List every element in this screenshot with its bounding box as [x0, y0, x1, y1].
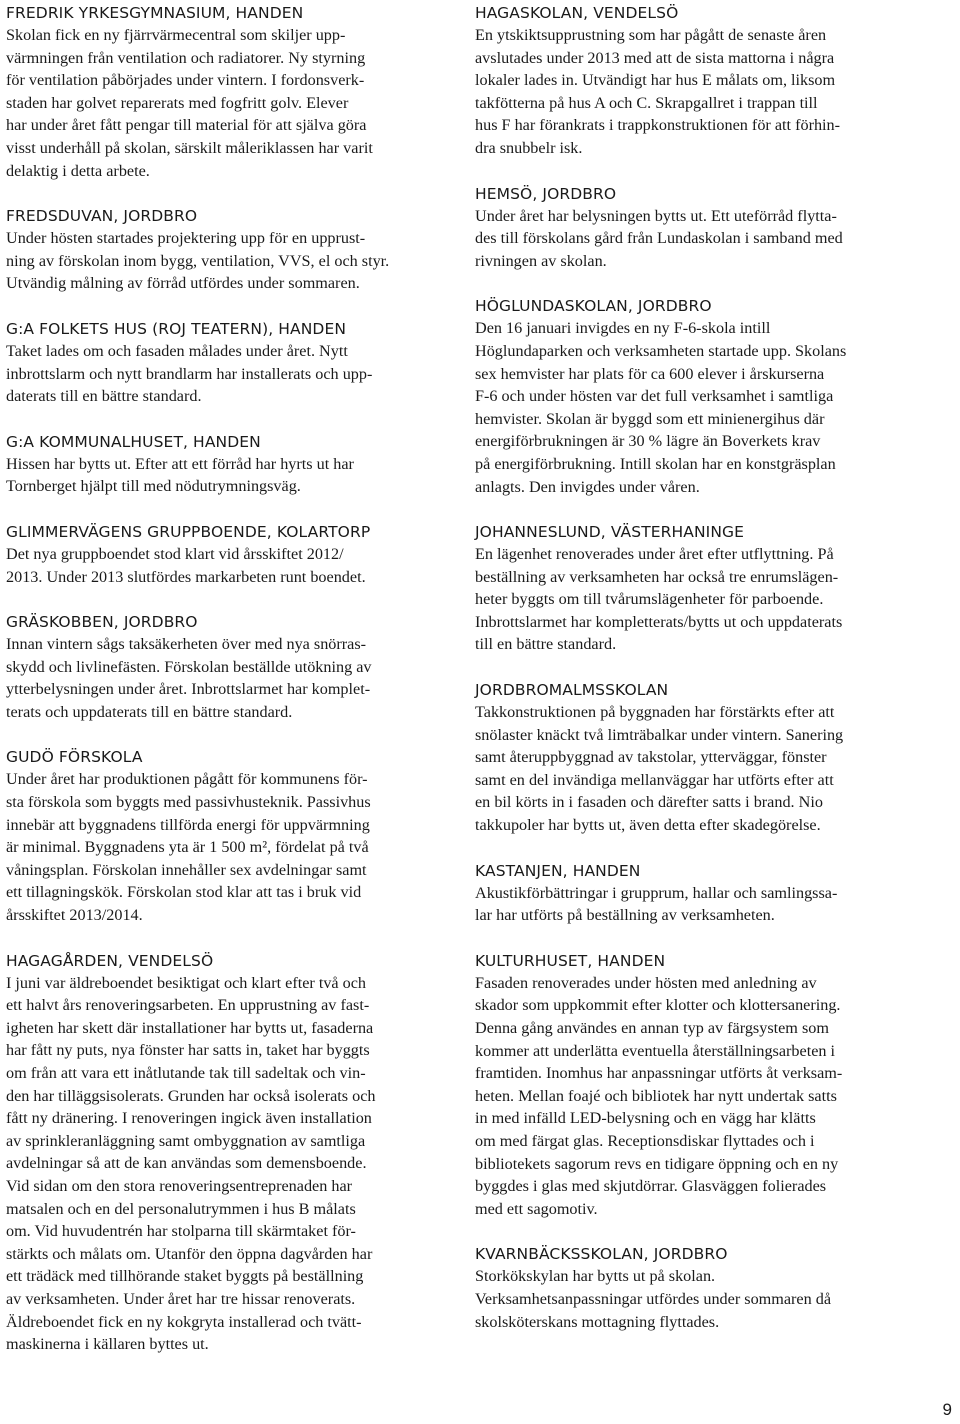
body-line: har fått ny puts, nya fönster har satts in, taket har byggts [6, 1041, 370, 1060]
body-line: framtiden. Inomhus har anpassningar utförts åt verksam- [475, 1064, 843, 1083]
body-line: lar har utförts på beställning av verksamheten. [475, 906, 775, 925]
body-line: Äldreboendet fick en ny kokgryta installerad och tvätt- [6, 1312, 362, 1331]
body-line: av sprinkleranläggning samt ombyggnation av samtliga [6, 1131, 366, 1150]
body-line: Innan vintern sågs taksäkerheten över med nya snörras- [6, 635, 367, 654]
body-line: snölaster knäckt två limträbalkar under vintern. Sanering [475, 725, 844, 744]
body-line: Vid sidan om den stora renoveringsentreprenaden har [6, 1176, 353, 1195]
body-line: avdelningar så att de kan användas som demensboende. [6, 1154, 367, 1173]
body-line: hemvister. Skolan är byggd som ett minienergihus där [475, 409, 825, 428]
body-line: med ett sagomotiv. [475, 1199, 598, 1218]
body-line: heter byggts om till tvårumslägenheter för parboende. [475, 590, 824, 609]
body-line: avslutades under 2013 med att de sista mattorna i några [475, 48, 835, 67]
body-line: årsskiftet 2013/2014. [6, 906, 143, 925]
section-body [475, 701, 915, 837]
body-line: 2013. Under 2013 slutfördes markarbeten runt boendet. [6, 567, 366, 586]
body-line: takkupoler har bytts ut, även detta efter skadegörelse. [475, 816, 821, 835]
body-line: maskinerna i källaren byttes ut. [6, 1335, 209, 1354]
body-line: samt återuppbyggnad av takstolar, ytterväggar, fönster [475, 748, 827, 767]
section-body [6, 768, 442, 926]
section-hemso-jordbro [475, 183, 915, 273]
section-heading: HAGASKOLAN, VENDELSÖ [475, 4, 679, 22]
body-line: F-6 och under hösten var det full verksamhet i samtliga [475, 387, 834, 406]
body-line: Under hösten startades projektering upp för en upprust- [6, 229, 366, 248]
body-line: om. Vid huvudentrén har stolparna till skärmtaket för- [6, 1222, 356, 1241]
body-line: beställning av verksamheten har också tre enrumslägen- [475, 567, 839, 586]
body-line: daterats till en bättre standard. [6, 387, 202, 406]
body-line: Takkonstruktionen på byggnaden har förstärkts efter att [475, 703, 835, 722]
body-line: takfötterna på hus A och C. Skrapgallret i trappan till [475, 93, 818, 112]
body-line: I juni var äldreboendet besiktigat och klart efter två och [6, 973, 367, 992]
body-line: fått ny dränering. I renoveringen ingick även installation [6, 1109, 372, 1128]
section-body [475, 205, 915, 273]
section-kulturhuset-handen [475, 950, 915, 1221]
body-line: visst underhåll på skolan, särskilt måleriklassen har varit [6, 138, 373, 157]
body-line: Taket lades om och fasaden målades under året. Nytt [6, 341, 348, 360]
section-body [6, 340, 442, 408]
body-line: om från att vara ett inåtlutande tak till sadeltak och vin- [6, 1064, 366, 1082]
body-line: igheten har skett där installationer har bytts ut, fasaderna [6, 1018, 374, 1037]
body-line: in med infälld LED-belysning och en vägg har klätts [475, 1109, 816, 1128]
body-line: hus F har förankrats i trappkonstruktionen för att förhin- [475, 116, 841, 135]
body-line: på energiförbrukning. Intill skolan har en konstgräsplan [475, 454, 836, 473]
section-heading: HAGAGÅRDEN, VENDELSÖ [6, 951, 214, 970]
body-line: Under året har belysningen bytts ut. Ett uteförråd flytta- [475, 206, 837, 225]
section-body [475, 24, 915, 160]
body-line: våningsplan. Förskolan innehåller sex avdelningar samt [6, 860, 367, 879]
body-line: Verksamhetsanpassningar utfördes under sommaren då [475, 1289, 832, 1308]
left-column [6, 2, 442, 1379]
body-line: staden har golvet reparerats med fogfritt golv. Elever [6, 93, 349, 112]
body-line: Akustikförbättringar i grupprum, hallar och samlingssa- [475, 883, 838, 902]
body-line: En lägenhet renoverades under året efter utflyttning. På [475, 545, 834, 564]
section-heading: KULTURHUSET, HANDEN [475, 951, 666, 970]
section-body [475, 317, 915, 498]
section-heading: G:A KOMMUNALHUSET, HANDEN [6, 432, 261, 451]
section-jordbromalmsskolan [475, 679, 915, 837]
section-heading: FREDRIK YRKESGYMNASIUM, HANDEN [6, 4, 304, 22]
section-hagaskolan-vendelso [475, 2, 915, 160]
body-line: den har tilläggsisolerats. Grunden har också isolerats och [6, 1086, 376, 1105]
body-line: ett tillagningskök. Förskolan stod klar att tas i bruk vid [6, 883, 362, 902]
section-heading: HÖGLUNDASKOLAN, JORDBRO [475, 297, 712, 316]
body-line: Fasaden renoverades under hösten med anledning av [475, 973, 817, 992]
body-line: har under året fått pengar till material för att själva göra [6, 116, 367, 135]
body-line: byggdes i glas med skjutdörrar. Glasväggen folierades [475, 1177, 827, 1196]
section-g-a-kommunalhuset-handen [6, 431, 442, 498]
section-heading: G:A FOLKETS HUS (ROJ TEATERN), HANDEN [6, 319, 347, 338]
body-line: skolsköterskans mottagning flyttades. [475, 1312, 720, 1331]
body-line: Utvändig målning av förråd utfördes under sommaren. [6, 274, 360, 293]
section-heading: KVARNBÄCKSSKOLAN, JORDBRO [475, 1245, 728, 1264]
body-line: anlagts. Den invigdes under våren. [475, 477, 700, 496]
section-heading: HEMSÖ, JORDBRO [475, 184, 617, 203]
section-hagagarden-vendelso [6, 950, 442, 1356]
body-line: rivningen av skolan. [475, 251, 607, 270]
section-heading: FREDSDUVAN, JORDBRO [6, 207, 198, 226]
body-line: bibliotekets sagorum revs en tidigare öppning och en ny [475, 1154, 839, 1173]
body-line: Höglundaparken och verksamheten startade upp. Skolans [475, 341, 847, 360]
body-line: av verksamheten. Under året har tre hissar renoverats. [6, 1289, 356, 1308]
body-line: heten. Mellan foajé och bibliotek har nytt undertak satts [475, 1086, 837, 1105]
body-line: Skolan fick en ny fjärrvärmecentral som skiljer upp- [6, 26, 346, 44]
section-heading: GLIMMERVÄGENS GRUPPBOENDE, KOLARTORP [6, 522, 371, 541]
body-line: värmningen från ventilation och radiatorer. Ny styrning [6, 48, 366, 67]
body-line: terats och uppdaterats till en bättre standard. [6, 702, 293, 721]
body-line: skador som uppkommit efter klotter och klottersanering. [475, 996, 841, 1015]
section-body [6, 24, 442, 182]
section-johanneslund-vasterhaninge [475, 521, 915, 656]
body-line: ning av förskolan inom bygg, ventilation, VVS, el och styr. [6, 251, 390, 270]
section-body [475, 882, 915, 927]
body-line: för ventilation påbörjades under vintern. I fordonsverk- [6, 71, 365, 90]
body-line: sta förskola som byggts med passivhusteknik. Passivhus [6, 793, 371, 812]
body-line: matsalen och en del personalutrymmen i hus B målats [6, 1199, 356, 1218]
body-line: till en bättre standard. [475, 635, 617, 654]
body-line: des till förskolans gård från Lundaskolan i samband med [475, 229, 843, 248]
section-body [6, 227, 442, 295]
body-line: Den 16 januari invigdes en ny F-6-skola intill [475, 319, 771, 338]
body-line: ett trädäck med tillhörande staket byggts på beställning [6, 1267, 364, 1286]
body-line: är minimal. Byggnadens yta är 1 500 m², fördelat på två [6, 838, 369, 857]
body-line: om med färgat glas. Receptionsdiskar flyttades och i [475, 1131, 815, 1150]
body-line: stärkts och målats om. Utanför den öppna dagvården har [6, 1244, 373, 1263]
body-line: Hissen har bytts ut. Efter att ett förråd har hyrts ut har [6, 454, 354, 473]
body-line: skydd och livlinefästen. Förskolan beställde utökning av [6, 657, 372, 676]
section-body [475, 972, 915, 1221]
body-line: inbrottslarm och nytt brandlarm har installerats och upp- [6, 364, 373, 383]
body-line: En ytskiktsupprustning som har pågått de senaste åren [475, 26, 827, 44]
section-heading: GUDÖ FÖRSKOLA [6, 748, 143, 767]
section-fredsduvan-jordbro [6, 205, 442, 295]
section-graskobben-jordbro [6, 611, 442, 723]
body-line: Under året har produktionen pågått för kommunens för- [6, 770, 368, 789]
section-heading: KASTANJEN, HANDEN [475, 861, 641, 880]
body-line: Storkökskylan har bytts ut på skolan. [475, 1267, 716, 1286]
body-line: Det nya gruppboendet stod klart vid årsskiftet 2012/ [6, 544, 344, 563]
section-body [475, 543, 915, 656]
section-glimmervagens-gruppboende-kolartorp [6, 521, 442, 588]
section-body [6, 453, 442, 498]
section-fredrik-yrkesgymnasium-handen [6, 2, 442, 182]
page-number: 9 [942, 1400, 952, 1419]
section-gudo-forskola [6, 746, 442, 926]
body-line: energiförbrukningen är 30 % lägre än Boverkets krav [475, 432, 821, 451]
section-body [6, 543, 442, 588]
body-line: Denna gång användes en annan typ av färgsystem som [475, 1019, 829, 1037]
body-line: Tornberget hjälpt till med nödutrymningsväg. [6, 477, 301, 496]
body-line: lokaler lades in. Utvändigt har hus E målats om, liksom [475, 71, 836, 90]
body-line: en bil körts in i fasaden och därefter satts i brand. Nio [475, 793, 823, 812]
section-g-a-folkets-hus-roj-teatern-handen [6, 318, 442, 408]
body-line: sex hemvister har plats för ca 600 elever i årskurserna [475, 364, 825, 383]
section-kastanjen-handen [475, 860, 915, 927]
right-column [475, 2, 915, 1356]
section-body [6, 972, 442, 1356]
body-line: samt en del invändiga mellanväggar har utförts efter att [475, 770, 834, 789]
body-line: ett halvt års renoveringsarbeten. En upprustning av fast- [6, 996, 370, 1015]
section-kvarnbacksskolan-jordbro [475, 1243, 915, 1333]
section-heading: GRÄSKOBBEN, JORDBRO [6, 613, 198, 632]
body-line: Inbrottslarmet har kompletterats/bytts ut och uppdaterats [475, 612, 843, 631]
body-line: kommer att underlätta eventuella återställningsarbeten i [475, 1041, 836, 1060]
section-body [475, 1265, 915, 1333]
section-body [6, 633, 442, 723]
body-line: innebär att byggnadens tillförda energi för uppvärmning [6, 815, 370, 834]
body-line: ytterbelysningen under året. Inbrottslarmet har komplet- [6, 680, 371, 699]
section-heading: JOHANNESLUND, VÄSTERHANINGE [475, 523, 745, 542]
section-heading: JORDBROMALMSSKOLAN [475, 681, 669, 700]
body-line: delaktig i detta arbete. [6, 161, 150, 180]
section-hoglundaskolan-jordbro [475, 295, 915, 498]
body-line: dra snubbelr isk. [475, 138, 583, 157]
